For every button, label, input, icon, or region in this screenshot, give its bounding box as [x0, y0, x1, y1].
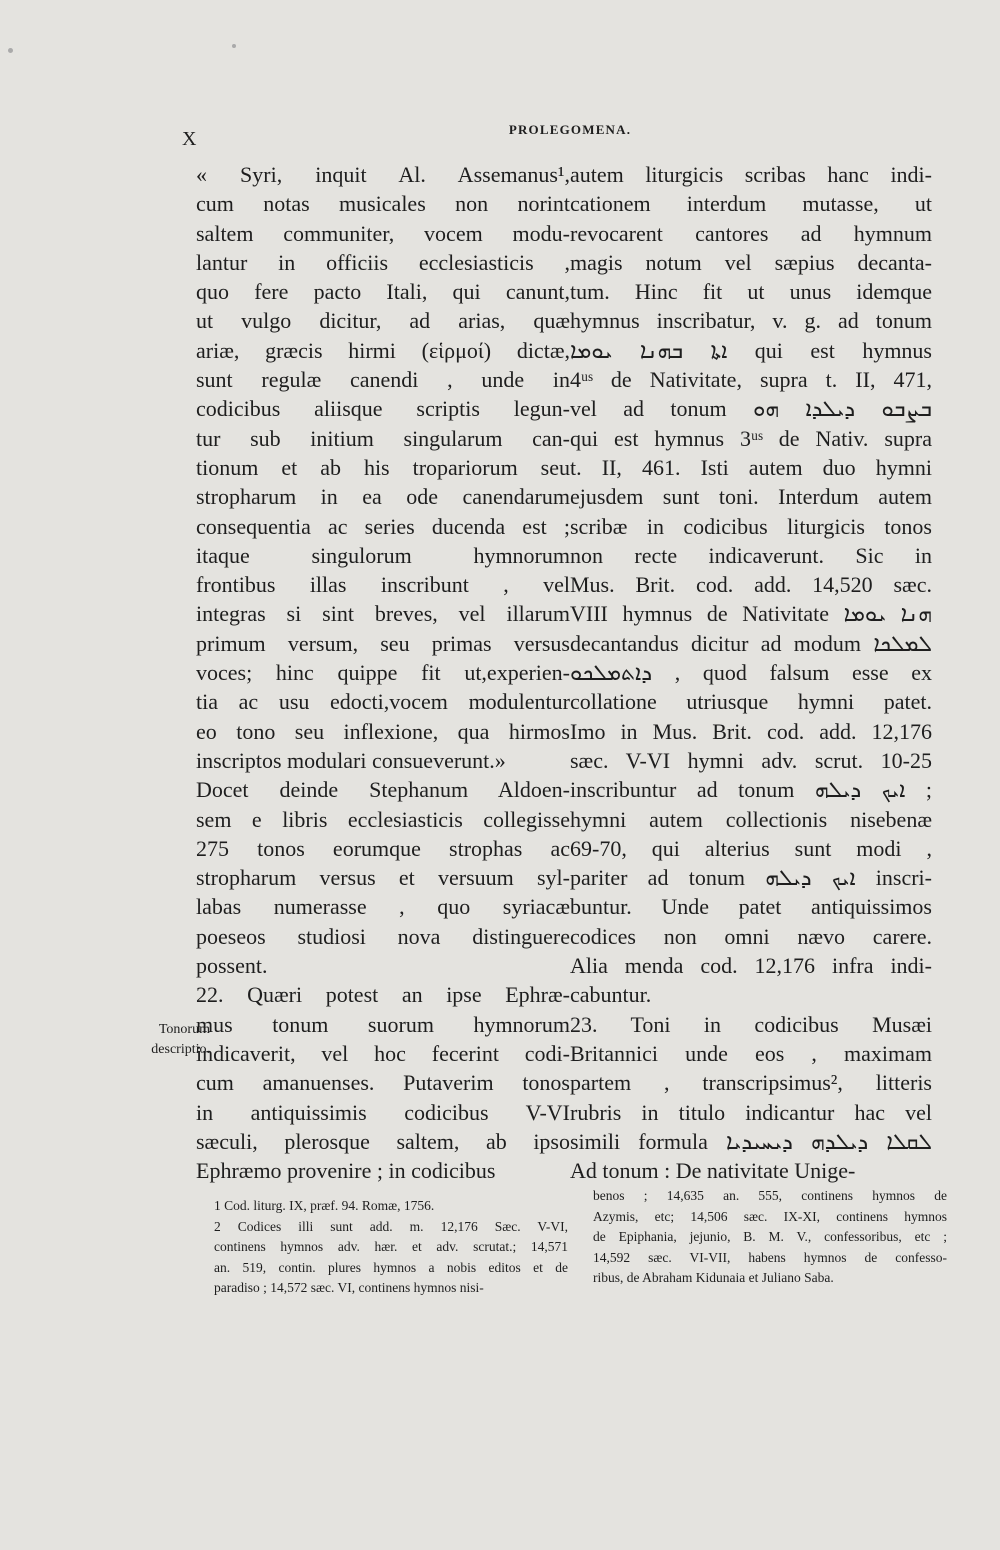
text-line: tia ac usu edocti,vocem modulentur [196, 689, 570, 715]
text-line: qui est hymnus 3ᵘˢ de Nativ. supra [570, 425, 932, 451]
text-line: cabuntur. [570, 982, 652, 1008]
margin-note-line: descriptio. [151, 1042, 210, 1057]
right-column [570, 160, 932, 1185]
text-line: buntur. Unde patet antiquissimos [570, 894, 932, 920]
text-line: 22. Quæri potest an ipse Ephræ- [196, 982, 570, 1008]
text-line: revocarent cantores ad hymnum [570, 220, 932, 246]
text-line: Imo in Mus. Brit. cod. add. 12,176 [570, 718, 932, 744]
footnote-line: 1 Cod. liturg. IX, præf. 94. Romæ, 1756. [214, 1198, 435, 1213]
text-line: sem e libris ecclesiasticis collegisse [196, 806, 570, 832]
text-line: possent. [196, 953, 268, 979]
text-line: voces; hinc quippe fit ut,experien- [196, 660, 570, 686]
text-line: poeseos studiosi nova distinguere [196, 923, 570, 949]
scan-speck [232, 44, 236, 48]
text-line: consequentia ac series ducenda est ; [196, 513, 570, 539]
text-line: eo tono seu inflexione, qua hirmos [196, 718, 570, 744]
text-line: sunt regulæ canendi , unde in [196, 367, 570, 393]
text-line: 275 tonos eorumque strophas ac [196, 835, 570, 861]
text-line: Docet deinde Stephanum Aldoen- [196, 777, 570, 803]
text-line: hymnus inscribatur, v. g. ad tonum [570, 308, 932, 334]
footnote-line: Azymis, etc; 14,506 sæc. IX-XI, continens hymnos [593, 1208, 947, 1224]
left-column [196, 160, 570, 1185]
text-line: codicibus aliisque scriptis legun- [196, 396, 570, 422]
scan-speck [8, 48, 13, 53]
text-line: decantandus dicitur ad modum ܠܡܠܟܐ [570, 630, 932, 656]
text-line: partem , transcripsimus², litteris [570, 1070, 932, 1096]
text-line: quo fere pacto Itali, qui canunt, [196, 279, 570, 305]
text-line: lantur in officiis ecclesiasticis , [196, 249, 570, 275]
text-line: Mus. Brit. cod. add. 14,520 sæc. [570, 572, 932, 598]
text-line: ܕܐܬܡܠܟܘ , quod falsum esse ex [570, 660, 932, 686]
text-line: magis notum vel sæpius decanta- [570, 249, 932, 275]
text-line: vel ad tonum ܒܨܒܘ ܕܝܠܕܐ ܗܘ [570, 396, 932, 422]
margin-note [128, 1020, 210, 1060]
text-line: cationem interdum mutasse, ut [570, 191, 932, 217]
text-line: codices non omni nævo carere. [570, 923, 932, 949]
text-line: stropharum versus et versuum syl- [196, 865, 570, 891]
text-line: Alia menda cod. 12,176 infra indi- [570, 953, 932, 979]
footnote-line: ribus, de Abraham Kidunaia et Juliano Saba. [593, 1270, 834, 1285]
text-line: ut vulgo dicitur, ad arias, quæ [196, 308, 570, 334]
text-line: sæculi, plerosque saltem, ab ipso [196, 1128, 570, 1154]
text-line: rubris in titulo indicantur hac vel [570, 1099, 932, 1125]
text-line: tur sub initium singularum can- [196, 425, 570, 451]
text-line: indicaverit, vel hoc fecerint codi- [196, 1040, 570, 1066]
text-line: cum notas musicales non norint [196, 191, 570, 217]
text-line: integras si sint breves, vel illarum [196, 601, 570, 627]
text-line: mus tonum suorum hymnorum [196, 1011, 570, 1037]
text-line: VIII hymnus de Nativitate ܗܢܐ ܝܘܡܐ [570, 601, 932, 627]
footnotes-left [214, 1196, 568, 1299]
text-line: 23. Toni in codicibus Musæi [570, 1011, 932, 1037]
text-line: scribæ in codicibus liturgicis tonos [570, 513, 932, 539]
text-line: inscriptos modulari consueverunt.» [196, 747, 506, 773]
text-line: 69-70, qui alterius sunt modi , [570, 835, 932, 861]
footnote-line: 14,592 sæc. VI-VII, habens hymnos de confesso- [593, 1249, 947, 1265]
text-line: ܐܬܐ ܒܗܢܐ ܝܘܡܐ qui est hymnus [570, 337, 932, 363]
text-line: in antiquissimis codicibus V-VI [196, 1099, 570, 1125]
footnotes-right [593, 1186, 947, 1289]
text-line: saltem communiter, vocem modu- [196, 220, 570, 246]
text-line: frontibus illas inscribunt , vel [196, 572, 570, 598]
text-line: autem liturgicis scribas hanc indi- [570, 162, 932, 187]
text-line: sæc. V-VI hymni adv. scrut. 10-25 [570, 747, 932, 773]
text-line: ariæ, græcis hirmi (εἱρμοί) dictæ, [196, 337, 570, 363]
footnote-line: 2 Codices illi sunt add. m. 12,176 Sæc. V-VI, [214, 1218, 568, 1234]
footnote-line: an. 519, contin. plures hymnos a nobis editos et de [214, 1259, 568, 1275]
text-line: inscribuntur ad tonum ܐܝܟ ܕܝܠܗ ; [570, 777, 932, 803]
footnote-line: continens hymnos adv. hær. et adv. scrutat.; 14,571 [214, 1239, 568, 1254]
text-line: cum amanuenses. Putaverim tonos [196, 1070, 570, 1096]
text-line: collatione utriusque hymni patet. [570, 689, 932, 715]
footnote-line: de Epiphania, jejunio, B. M. V., confessoribus, etc ; [593, 1229, 947, 1244]
text-line: Ad tonum : De nativitate Unige- [570, 1158, 856, 1184]
text-line: « Syri, inquit Al. Assemanus¹, [196, 162, 570, 187]
text-line: ejusdem sunt toni. Interdum autem [570, 484, 932, 510]
text-line: t. II, 461. Isti autem duo hymni [570, 454, 932, 480]
text-line: tionum et ab his tropariorum seu [196, 454, 570, 480]
footnote-line: paradiso ; 14,572 sæc. VI, continens hymnos nisi- [214, 1280, 484, 1295]
text-line: Britannici unde eos , maximam [570, 1040, 932, 1066]
text-line: tum. Hinc fit ut unus idemque [570, 279, 932, 305]
text-line: labas numerasse , quo syriacæ [196, 894, 570, 920]
text-line: 4ᵘˢ de Nativitate, supra t. II, 471, [570, 367, 932, 393]
text-line: pariter ad tonum ܐܝܟ ܕܝܠܗ inscri- [570, 865, 932, 891]
text-line: simili formula ܠܩܠܐ ܕܝܠܕܗ ܕܝܚܝܕܝܐ [570, 1128, 932, 1154]
running-head: PROLEGOMENA. [508, 122, 632, 137]
footnote-line: benos ; 14,635 an. 555, continens hymnos de [593, 1188, 947, 1203]
text-line: Ephræmo provenire ; in codicibus [196, 1158, 496, 1184]
text-line: non recte indicaverunt. Sic in [570, 542, 932, 568]
text-line: hymni autem collectionis nisebenæ [570, 806, 932, 832]
margin-note-line: Tonorum [158, 1022, 210, 1037]
text-line: itaque singulorum hymnorum [196, 542, 570, 568]
text-line: stropharum in ea ode canendarum [196, 484, 570, 510]
page-number: X [182, 128, 198, 150]
text-line: primum versum, seu primas versus [196, 630, 570, 656]
